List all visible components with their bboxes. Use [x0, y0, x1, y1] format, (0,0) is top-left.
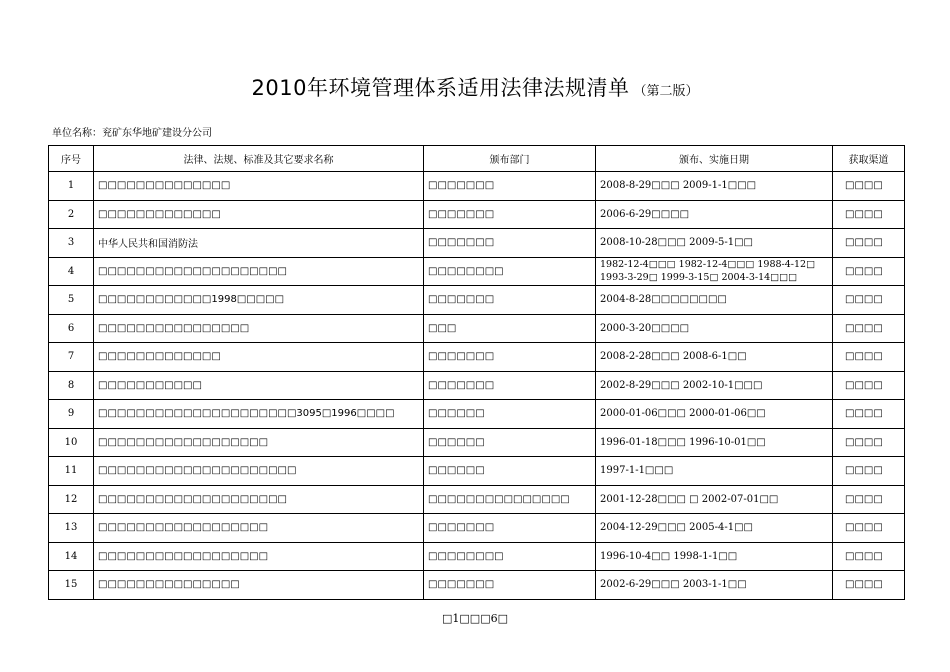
issue-effective-date: 2008-10-28□□□ 2009-5-1□□ [596, 229, 833, 258]
table-row [49, 286, 905, 315]
issue-effective-date: 2004-8-28□□□□□□□□ [596, 286, 833, 315]
title-edition: （第二版） [633, 84, 699, 99]
table-row [49, 400, 905, 429]
acquisition-channel: □□□□ [833, 229, 905, 258]
column-header-channel: 获取渠道 [833, 146, 905, 172]
issuing-department: □□□□□□□□□□□□□□□ [424, 485, 596, 514]
regulation-name: □□□□□□□□□□□□□□□□□□ [94, 428, 424, 457]
column-header-date: 颁布、实施日期 [596, 146, 833, 172]
regulation-name: □□□□□□□□□□□□□□ [94, 172, 424, 201]
issuing-department: □□□□□□□□ [424, 257, 596, 286]
row-index: 5 [49, 286, 94, 315]
regulations-table [48, 145, 905, 600]
table-row [49, 343, 905, 372]
issue-effective-date: 2008-8-29□□□ 2009-1-1□□□ [596, 172, 833, 201]
table-row [49, 514, 905, 543]
regulation-name: □□□□□□□□□□□□□□□□□□ [94, 514, 424, 543]
regulation-name: 中华人民共和国消防法 [94, 229, 424, 258]
row-index: 7 [49, 343, 94, 372]
column-header-name: 法律、法规、标准及其它要求名称 [94, 146, 424, 172]
acquisition-channel: □□□□ [833, 542, 905, 571]
table-row [49, 200, 905, 229]
issue-effective-date: 2000-01-06□□□ 2000-01-06□□ [596, 400, 833, 429]
table-row [49, 229, 905, 258]
issuing-department: □□□□□□□□ [424, 542, 596, 571]
table-header-row [49, 146, 905, 172]
page-number: □1□□□6□ [442, 612, 508, 625]
issue-effective-date: 1997-1-1□□□ [596, 457, 833, 486]
issue-effective-date: 2006-6-29□□□□ [596, 200, 833, 229]
row-index: 6 [49, 314, 94, 343]
issue-effective-date: 2002-6-29□□□ 2003-1-1□□ [596, 571, 833, 600]
unit-name-label: 单位名称：兖矿东华地矿建设分公司 [52, 128, 212, 139]
acquisition-channel: □□□□ [833, 343, 905, 372]
title-main: 2010年环境管理体系适用法律法规清单 [251, 76, 630, 100]
table-row [49, 314, 905, 343]
row-index: 13 [49, 514, 94, 543]
acquisition-channel: □□□□ [833, 571, 905, 600]
row-index: 3 [49, 229, 94, 258]
regulation-name: □□□□□□□□□□□□□□□□□□□□ [94, 257, 424, 286]
row-index: 1 [49, 172, 94, 201]
acquisition-channel: □□□□ [833, 514, 905, 543]
table-row [49, 485, 905, 514]
issue-effective-date: 2004-12-29□□□ 2005-4-1□□ [596, 514, 833, 543]
row-index: 14 [49, 542, 94, 571]
table-row [49, 257, 905, 286]
row-index: 4 [49, 257, 94, 286]
issuing-department: □□□□□□ [424, 457, 596, 486]
issue-effective-date: 2008-2-28□□□ 2008-6-1□□ [596, 343, 833, 372]
issuing-department: □□□□□□□ [424, 200, 596, 229]
table-row [49, 457, 905, 486]
regulation-name: □□□□□□□□□□□ [94, 371, 424, 400]
regulation-name: □□□□□□□□□□□□□□□□□□□□ [94, 485, 424, 514]
row-index: 10 [49, 428, 94, 457]
table-row [49, 542, 905, 571]
acquisition-channel: □□□□ [833, 286, 905, 315]
issue-effective-date: 1996-10-4□□ 1998-1-1□□ [596, 542, 833, 571]
acquisition-channel: □□□□ [833, 428, 905, 457]
acquisition-channel: □□□□ [833, 314, 905, 343]
issue-effective-date: 1982-12-4□□□ 1982-12-4□□□ 1988-4-12□ 1993-3-29□ 1999-3-15□ 2004-3-14□□□ [596, 257, 833, 286]
table-row [49, 371, 905, 400]
issuing-department: □□□□□□□ [424, 172, 596, 201]
acquisition-channel: □□□□ [833, 200, 905, 229]
acquisition-channel: □□□□ [833, 371, 905, 400]
issuing-department: □□□□□□□ [424, 343, 596, 372]
regulation-name: □□□□□□□□□□□□□□□□□□□□□ [94, 457, 424, 486]
issue-effective-date: 2002-8-29□□□ 2002-10-1□□□ [596, 371, 833, 400]
acquisition-channel: □□□□ [833, 257, 905, 286]
row-index: 9 [49, 400, 94, 429]
acquisition-channel: □□□□ [833, 485, 905, 514]
table-row [49, 571, 905, 600]
issuing-department: □□□□□□ [424, 400, 596, 429]
regulation-name: □□□□□□□□□□□□□□□ [94, 571, 424, 600]
issuing-department: □□□□□□ [424, 428, 596, 457]
issuing-department: □□□□□□□ [424, 229, 596, 258]
table-row [49, 428, 905, 457]
acquisition-channel: □□□□ [833, 172, 905, 201]
issue-effective-date: 2001-12-28□□□ □ 2002-07-01□□ [596, 485, 833, 514]
table-row [49, 172, 905, 201]
row-index: 12 [49, 485, 94, 514]
issuing-department: □□□ [424, 314, 596, 343]
row-index: 11 [49, 457, 94, 486]
regulation-name: □□□□□□□□□□□□□□□□□□□□□3095□1996□□□□ [94, 400, 424, 429]
row-index: 8 [49, 371, 94, 400]
issuing-department: □□□□□□□ [424, 371, 596, 400]
column-header-department: 颁布部门 [424, 146, 596, 172]
regulation-name: □□□□□□□□□□□□□ [94, 343, 424, 372]
issuing-department: □□□□□□□ [424, 514, 596, 543]
issuing-department: □□□□□□□ [424, 286, 596, 315]
row-index: 2 [49, 200, 94, 229]
table-body [49, 172, 905, 600]
regulation-name: □□□□□□□□□□□□1998□□□□□ [94, 286, 424, 315]
row-index: 15 [49, 571, 94, 600]
regulation-name: □□□□□□□□□□□□□□□□ [94, 314, 424, 343]
regulation-name: □□□□□□□□□□□□□ [94, 200, 424, 229]
document-title [0, 72, 950, 102]
column-header-index: 序号 [49, 146, 94, 172]
issue-effective-date: 1996-01-18□□□ 1996-10-01□□ [596, 428, 833, 457]
regulation-name: □□□□□□□□□□□□□□□□□□ [94, 542, 424, 571]
issuing-department: □□□□□□□ [424, 571, 596, 600]
acquisition-channel: □□□□ [833, 400, 905, 429]
acquisition-channel: □□□□ [833, 457, 905, 486]
issue-effective-date: 2000-3-20□□□□ [596, 314, 833, 343]
